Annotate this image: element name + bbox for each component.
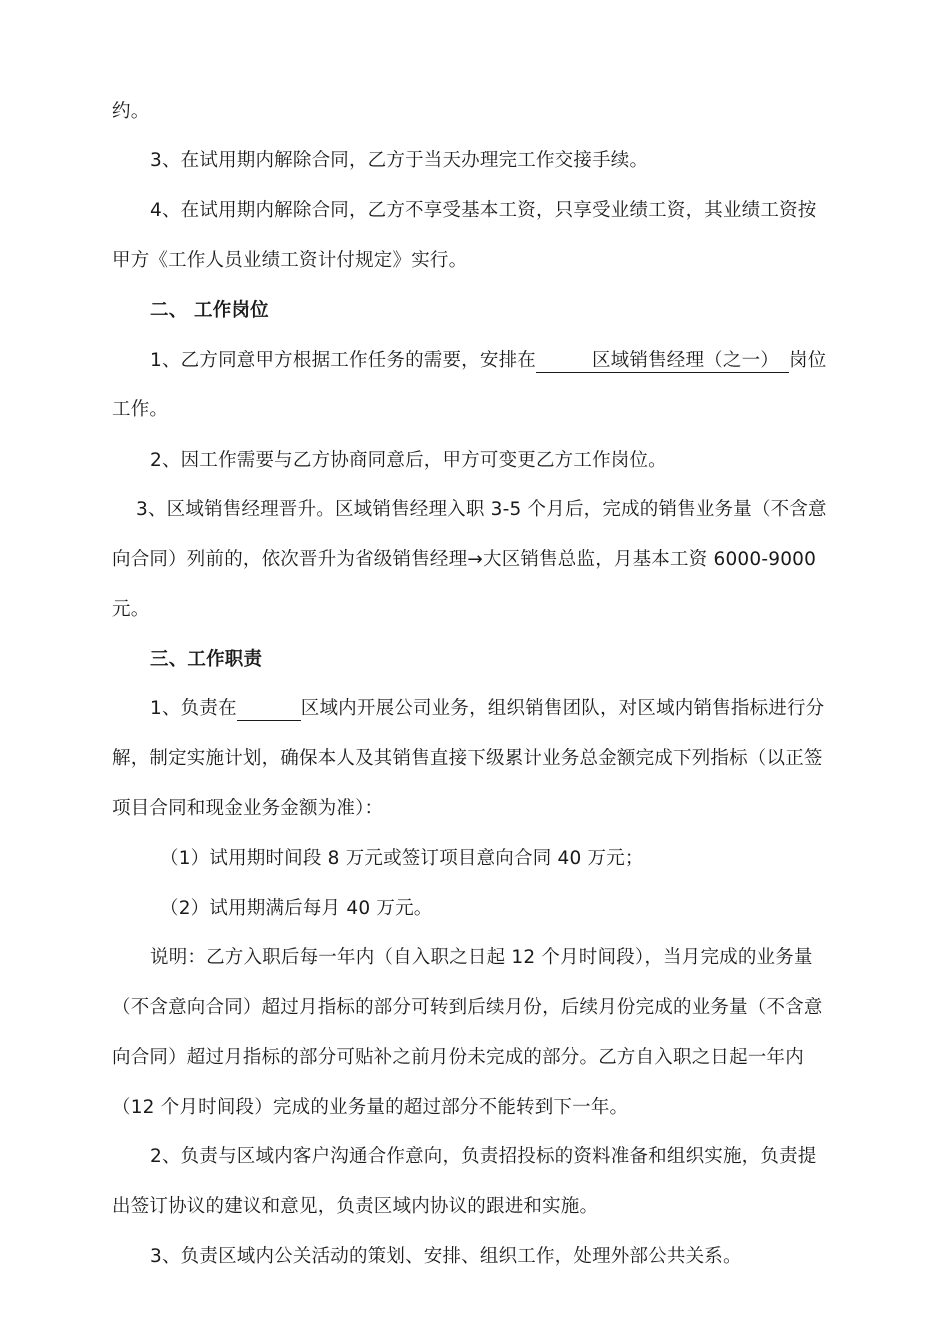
text-segment: 1、负责在 (150, 698, 237, 719)
text-line: （不含意向合同）超过月指标的部分可转到后续月份，后续月份完成的业务量（不含意 (112, 997, 823, 1018)
section-heading-job-position: 二、 工作岗位 (150, 300, 269, 321)
text-line: 约。 (112, 101, 150, 122)
section-heading-job-duties: 三、工作职责 (150, 649, 263, 670)
text-line: 向合同）超过月指标的部分可贴补之前月份未完成的部分。乙方自入职之日起一年内 (112, 1047, 804, 1068)
blank-value: 区域销售经理（之一） (591, 350, 779, 371)
text-line: 元。 (112, 599, 150, 620)
target-item-1: （1）试用期时间段 8 万元或签订项目意向合同 40 万元； (160, 848, 644, 869)
empty-blank-region (237, 698, 301, 721)
target-item-2: （2）试用期满后每月 40 万元。 (160, 898, 433, 919)
clause-3-probation-handover: 3、在试用期内解除合同，乙方于当天办理完工作交接手续。 (150, 150, 649, 171)
text-line: 出签订协议的建议和意见，负责区域内协议的跟进和实施。 (112, 1196, 599, 1217)
clause-1-position-assignment (150, 349, 826, 373)
text-line: （12 个月时间段）完成的业务量的超过部分不能转到下一年。 (112, 1097, 629, 1118)
text-line: 向合同）列前的，依次晋升为省级销售经理→大区销售总监，月基本工资 6000-9000 (112, 549, 817, 570)
text-segment: 岗位 (789, 350, 827, 371)
clause-3-promotion: 3、区域销售经理晋升。区域销售经理入职 3-5 个月后，完成的销售业务量（不含意 (136, 499, 827, 520)
clause-2-position-change: 2、因工作需要与乙方协商同意后，甲方可变更乙方工作岗位。 (150, 450, 667, 471)
explanation-paragraph: 说明：乙方入职后每一年内（自入职之日起 12 个月时间段），当月完成的业务量 (150, 947, 813, 968)
text-line: 甲方《工作人员业绩工资计付规定》实行。 (112, 250, 468, 271)
clause-4-probation-salary: 4、在试用期内解除合同，乙方不享受基本工资，只享受业绩工资，其业绩工资按 (150, 200, 817, 221)
text-line: 工作。 (112, 399, 169, 420)
text-line: 解，制定实施计划，确保本人及其销售直接下级累计业务总金额完成下列指标（以正签 (112, 748, 823, 769)
clause-2-client-communication: 2、负责与区域内客户沟通合作意向，负责招投标的资料准备和组织实施，负责提 (150, 1146, 817, 1167)
text-segment: 区域内开展公司业务，组织销售团队，对区域内销售指标进行分 (300, 698, 825, 719)
clause-1-region-business (150, 697, 824, 721)
text-segment: 1、乙方同意甲方根据工作任务的需要，安排在 (150, 350, 536, 371)
clause-3-public-relations: 3、负责区域内公关活动的策划、安排、组织工作，处理外部公共关系。 (150, 1246, 742, 1267)
text-line: 项目合同和现金业务金额为准）： (112, 798, 384, 819)
filled-blank-position (536, 350, 789, 373)
